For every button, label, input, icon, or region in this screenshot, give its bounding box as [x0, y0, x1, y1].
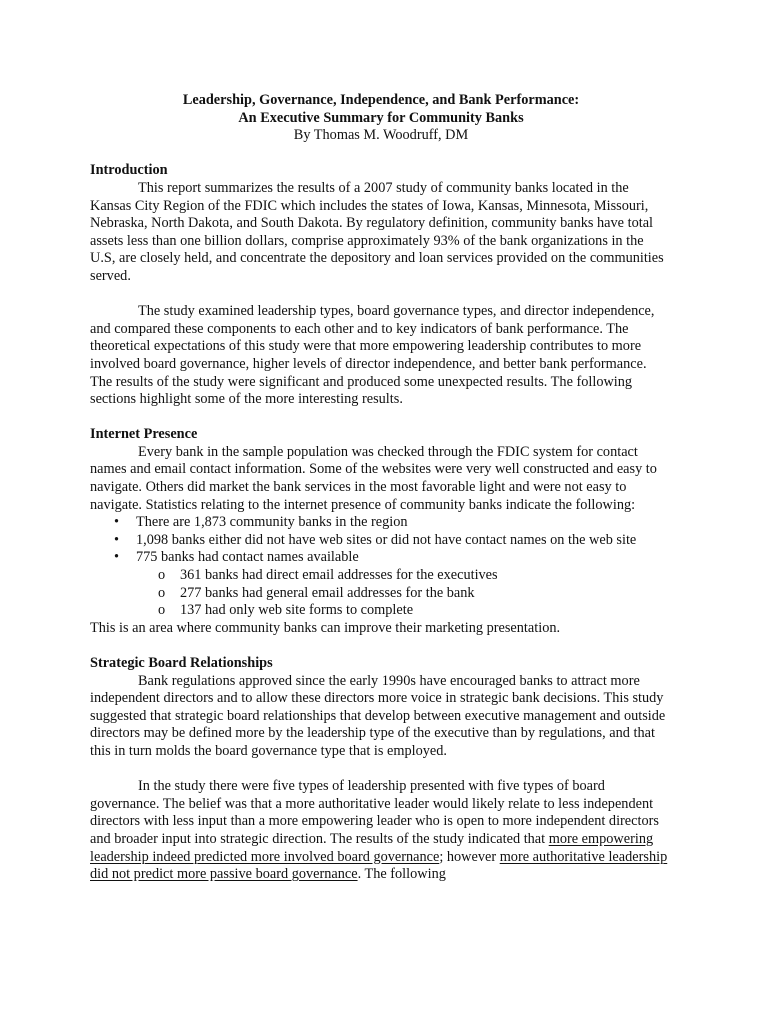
- underlined-finding-1: more empowering leadership indeed predicted more involved board governance: [90, 830, 654, 865]
- strategic-p2-mid: ; however: [439, 848, 500, 865]
- sub-list-item: o 361 banks had direct email addresses for the executives: [90, 567, 668, 585]
- section-heading-introduction: Introduction: [90, 162, 168, 179]
- list-item: • There are 1,873 community banks in the region: [90, 514, 668, 532]
- underlined-finding-2: more authoritative leadership did not predict more passive board governance: [90, 848, 668, 883]
- internet-closing: This is an area where community banks can improve their marketing presentation.: [90, 619, 561, 636]
- list-item: • 1,098 banks either did not have web sites or did not have contact names on the web site: [90, 532, 668, 550]
- title-block: [94, 92, 668, 145]
- intro-paragraph-2: The study examined leadership types, board governance types, and director independence, and compared these components to each other and to key indicators of bank performance. The theoretical expectations of this study were that more empowering leadership contributes to more involved board governance, higher levels of director independence, and better bank performance. The results of the study were significant and produced some unexpected results. The following sections highlight some of the more interesting results.: [90, 303, 655, 408]
- sub-bullet-list: [90, 567, 668, 620]
- strategic-paragraph-1: Bank regulations approved since the early 1990s have encouraged banks to attract more independent directors and to allow these directors more voice in strategic bank decisions. This study suggested that strategic board relationships that develop between executive management and outside directors may be defined more by the leadership type of the executive than by regulations, and that this in turn molds the board governance type that is employed.: [90, 672, 666, 759]
- strategic-paragraph-2: [90, 778, 668, 884]
- bullet-list: [90, 514, 668, 567]
- author-byline: By Thomas M. Woodruff, DM: [293, 127, 469, 144]
- strategic-p2-end: . The following: [357, 866, 446, 883]
- intro-paragraph-1: This report summarizes the results of a 2007 study of community banks located in the Kansas City Region of the FDIC which includes the states of Iowa, Kansas, Minnesota, Missouri, Nebraska, North Dakota, and South Dakota. By regulatory definition, community banks have total assets less than one billion dollars, comprise approximately 93% of the bank organizations in the U.S, are closely held, and concentrate the depository and loan services provided on the communities served.: [90, 179, 664, 284]
- strategic-p2-start: In the study there were five types of leadership presented with five types of board governance. The belief was that a more authoritative leader would likely relate to less independent directors with less input than a more empowering leader who is open to more independent directors and broader input into strategic direction. The results of the study indicated that: [90, 778, 659, 847]
- sub-list-item: o 277 banks had general email addresses for the bank: [90, 585, 668, 603]
- sub-list-item: o 137 had only web site forms to complete: [90, 602, 668, 620]
- section-heading-strategic-board: Strategic Board Relationships: [90, 655, 273, 671]
- section-heading-internet-presence: Internet Presence: [90, 426, 198, 443]
- internet-paragraph: Every bank in the sample population was checked through the FDIC system for contact names and email contact information. Some of the websites were very well constructed and easy to navigate. Others did market the bank services in the most favorable light and were not easy to navigate. Statistics relating to the internet presence of community banks indicate the following:: [90, 443, 657, 513]
- document-title: Leadership, Governance, Independence, and Bank Performance:: [182, 92, 580, 108]
- list-item: • 775 banks had contact names available: [90, 549, 668, 567]
- document-subtitle: An Executive Summary for Community Banks: [238, 109, 524, 126]
